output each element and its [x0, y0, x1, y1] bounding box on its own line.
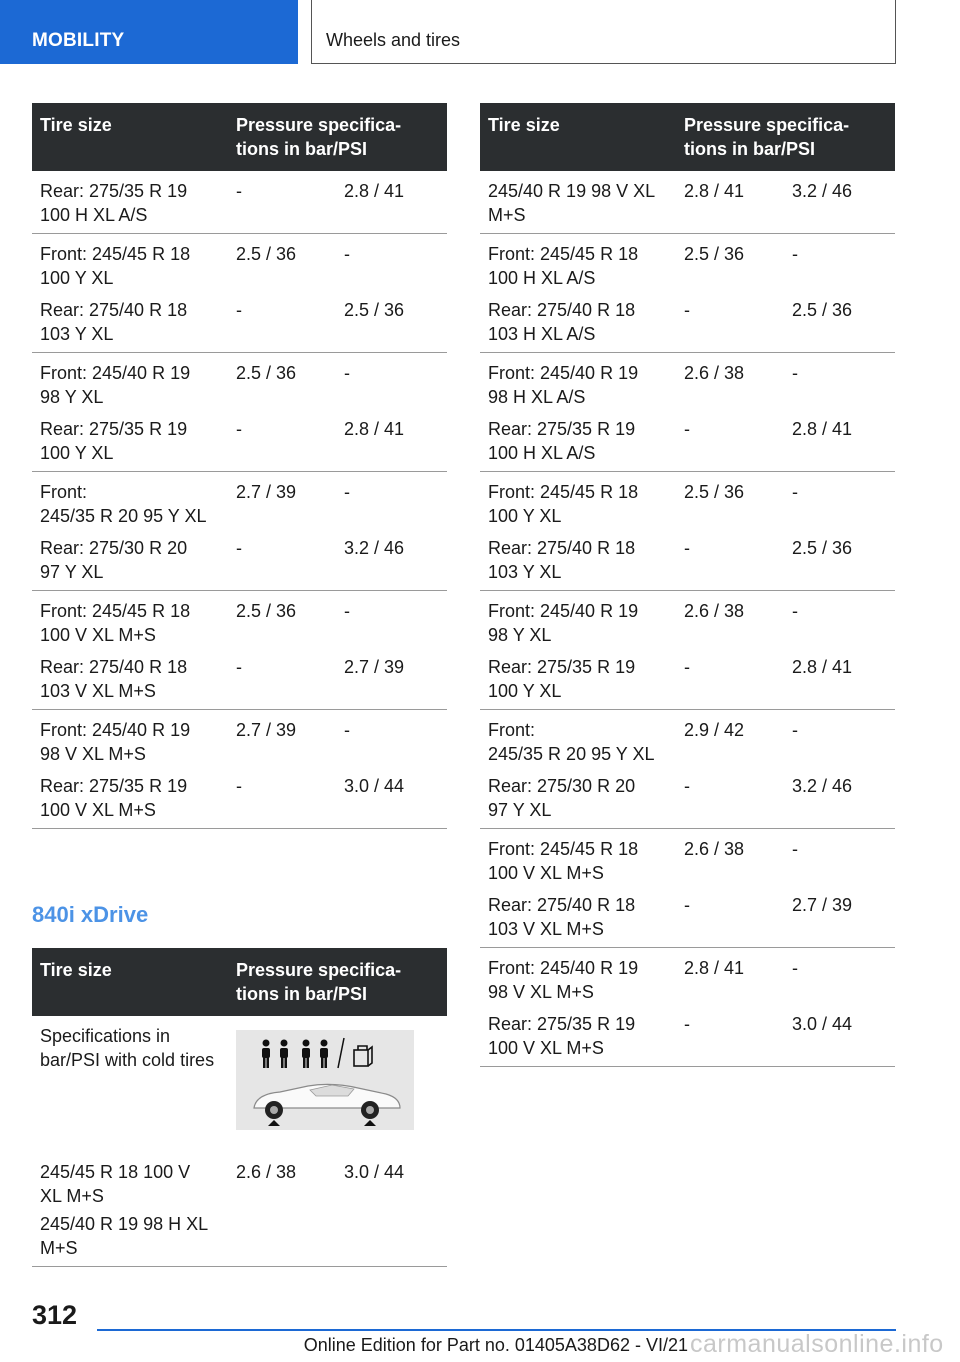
table-row [32, 472, 447, 535]
table-row [32, 1142, 447, 1267]
pressure-partial-load: 2.7 / 39 [236, 482, 297, 502]
person-icon [262, 1040, 270, 1069]
table-row [480, 534, 895, 591]
table-body [32, 171, 447, 829]
pressure-partial-load: - [676, 891, 784, 948]
table-row [480, 353, 895, 416]
table-row [32, 710, 447, 773]
edition-info: Online Edition for Part no. 01405A38D62 - VI/21 [303, 1335, 688, 1355]
pressure-full-load: - [344, 482, 350, 502]
pressure-partial-load: - [676, 415, 784, 472]
pressure-full-load: - [792, 720, 798, 740]
tire-size-cell: Rear: 275/35 R 19 100 Y XL [32, 415, 228, 472]
pressure-partial-load: 2.5 / 36 [236, 601, 297, 621]
table-row [32, 296, 447, 353]
table-header-row [32, 948, 447, 1016]
pressure-full-load: 2.5 / 36 [336, 296, 447, 353]
pressure-full-load: 2.8 / 41 [784, 415, 895, 472]
tire-size-a: 245/45 R 18 100 V XL M+S [40, 1162, 191, 1206]
tire-pressure-table-right [480, 103, 895, 1067]
pressure-full-load: - [344, 244, 350, 264]
section-title-840i: 840i xDrive [32, 902, 149, 927]
pressure-partial-load: 2.9 / 42 [684, 720, 745, 740]
pressure-partial-load: - [228, 171, 336, 234]
tire-size-cell: Rear: 275/35 R 19 100 Y XL [480, 653, 676, 710]
tire-size-cell [32, 1142, 228, 1267]
tire-size-cell: Front: 245/45 R 18 100 H XL A/S [488, 244, 639, 288]
tire-size-cell: Front: 245/40 R 19 98 Y XL [488, 601, 639, 645]
col-header-pressure: Pressure specifica- tions in bar/PSI [676, 103, 895, 171]
table-row [32, 772, 447, 829]
table-row [32, 234, 447, 297]
table-row [32, 653, 447, 710]
col-header-tire-size: Tire size [32, 103, 228, 171]
table-row [32, 415, 447, 472]
pressure-full-load: - [344, 720, 350, 740]
tire-size-cell: Front: 245/40 R 19 98 H XL A/S [488, 363, 639, 407]
table-row [480, 171, 895, 234]
tire-pressure-table-840i [32, 948, 447, 1267]
person-icon [320, 1040, 328, 1069]
table-row [480, 772, 895, 829]
pressure-partial-load: - [228, 772, 336, 829]
pressure-partial-load: 2.5 / 36 [684, 244, 745, 264]
pressure-full-load: - [792, 601, 798, 621]
table-row [32, 591, 447, 654]
tire-size-b: 245/40 R 19 98 H XL M+S [40, 1214, 209, 1258]
table-row [480, 296, 895, 353]
tire-size-cell: Front: 245/35 R 20 95 Y XL [488, 720, 655, 764]
tire-size-cell: Rear: 275/40 R 18 103 V XL M+S [32, 653, 228, 710]
pressure-full-load: 2.5 / 36 [784, 534, 895, 591]
table-row [480, 891, 895, 948]
col-header-tire-size: Tire size [480, 103, 676, 171]
section-tab: MOBILITY [0, 0, 298, 64]
tire-size-cell: Rear: 275/30 R 20 97 Y XL [480, 772, 676, 829]
pressure-partial-load: - [676, 534, 784, 591]
chapter-title: Wheels and tires [311, 0, 896, 64]
pressure-partial-load: - [676, 296, 784, 353]
occupants-icons [262, 1040, 328, 1069]
divider-slash [338, 1038, 344, 1068]
pressure-full-load: - [792, 244, 798, 264]
pressure-partial-load: 2.6 / 38 [684, 363, 745, 383]
tire-size-cell: Rear: 275/40 R 18 103 V XL M+S [480, 891, 676, 948]
page-number: 312 [32, 1300, 78, 1330]
tire-size-cell: Front: 245/35 R 20 95 Y XL [40, 482, 207, 526]
pressure-full-load: 2.8 / 41 [336, 415, 447, 472]
pressure-partial-load: - [228, 653, 336, 710]
pressure-full-load: 3.2 / 46 [784, 772, 895, 829]
table-row [480, 829, 895, 892]
pressure-full-load: - [792, 958, 798, 978]
tire-size-cell: Rear: 275/40 R 18 103 H XL A/S [480, 296, 676, 353]
tire-size-cell: Rear: 275/30 R 20 97 Y XL [32, 534, 228, 591]
tire-size-cell: Front: 245/45 R 18 100 V XL M+S [40, 601, 191, 645]
tire-size-cell: Front: 245/40 R 19 98 V XL M+S [40, 720, 191, 764]
luggage-icon [354, 1046, 372, 1066]
table-row [480, 710, 895, 773]
pressure-partial-load: - [228, 534, 336, 591]
pressure-partial-load: - [228, 296, 336, 353]
table-row [480, 415, 895, 472]
col-header-pressure: Pressure specifica- tions in bar/PSI [228, 103, 447, 171]
pressure-partial-load: 2.8 / 41 [676, 171, 784, 234]
tire-size-cell: Front: 245/45 R 18 100 Y XL [488, 482, 639, 526]
pressure-full-load: - [792, 839, 798, 859]
tire-size-cell: Front: 245/45 R 18 100 V XL M+S [488, 839, 639, 883]
pressure-partial-load: 2.6 / 38 [228, 1142, 336, 1267]
tire-size-cell: Rear: 275/40 R 18 103 Y XL [480, 534, 676, 591]
car-side-icon [254, 1084, 400, 1126]
pressure-full-load: 2.7 / 39 [784, 891, 895, 948]
pressure-partial-load: 2.8 / 41 [684, 958, 745, 978]
pressure-full-load: 3.0 / 44 [784, 1010, 895, 1067]
pressure-partial-load: 2.5 / 36 [236, 244, 297, 264]
tire-size-cell: 245/40 R 19 98 V XL M+S [480, 171, 676, 234]
pressure-full-load: 3.2 / 46 [784, 171, 895, 234]
table-row [480, 591, 895, 654]
table-row [480, 653, 895, 710]
pressure-full-load: 3.0 / 44 [336, 772, 447, 829]
tire-size-cell: Rear: 275/35 R 19 100 H XL A/S [32, 171, 228, 234]
pressure-full-load: - [344, 601, 350, 621]
load-diagram [236, 1030, 414, 1130]
pressure-partial-load: 2.5 / 36 [684, 482, 745, 502]
load-diagram-cell [228, 1016, 447, 1142]
table-row [32, 171, 447, 234]
table-header-row [32, 103, 447, 171]
pressure-partial-load: - [676, 653, 784, 710]
tire-size-cell: Rear: 275/35 R 19 100 V XL M+S [32, 772, 228, 829]
pressure-full-load: 3.0 / 44 [336, 1142, 447, 1267]
tire-size-cell: Rear: 275/35 R 19 100 H XL A/S [480, 415, 676, 472]
watermark: carmanualsonline.info [690, 1330, 944, 1358]
table-row [480, 234, 895, 297]
table-header-row [480, 103, 895, 171]
pressure-partial-load: - [228, 415, 336, 472]
pressure-partial-load: - [676, 1010, 784, 1067]
table-body [480, 171, 895, 1067]
pressure-full-load: - [792, 482, 798, 502]
person-icon [302, 1040, 310, 1069]
pressure-full-load: 2.8 / 41 [336, 171, 447, 234]
col-header-tire-size: Tire size [32, 948, 228, 1016]
tire-size-cell: Front: 245/40 R 19 98 V XL M+S [488, 958, 639, 1002]
pressure-full-load: - [792, 363, 798, 383]
pressure-partial-load: 2.5 / 36 [236, 363, 297, 383]
pressure-full-load: 2.7 / 39 [336, 653, 447, 710]
tire-size-cell: Front: 245/45 R 18 100 Y XL [40, 244, 191, 288]
table-row [32, 534, 447, 591]
table-row [480, 472, 895, 535]
pressure-partial-load: 2.6 / 38 [684, 839, 745, 859]
table-row [480, 948, 895, 1011]
tire-size-cell: Rear: 275/35 R 19 100 V XL M+S [480, 1010, 676, 1067]
spec-label: Specifications in bar/PSI with cold tires [40, 1026, 215, 1070]
pressure-partial-load: 2.7 / 39 [236, 720, 297, 740]
pressure-full-load: 2.8 / 41 [784, 653, 895, 710]
table-row [480, 1010, 895, 1067]
person-icon [280, 1040, 288, 1069]
pressure-full-load: - [344, 363, 350, 383]
load-diagram-svg [236, 1030, 414, 1130]
tire-size-cell: Front: 245/40 R 19 98 Y XL [40, 363, 191, 407]
tire-size-cell: Rear: 275/40 R 18 103 Y XL [32, 296, 228, 353]
pressure-full-load: 2.5 / 36 [784, 296, 895, 353]
table-row [32, 353, 447, 416]
tire-pressure-table-left [32, 103, 447, 829]
pressure-full-load: 3.2 / 46 [336, 534, 447, 591]
pressure-partial-load: - [676, 772, 784, 829]
table-row [32, 1016, 447, 1142]
pressure-partial-load: 2.6 / 38 [684, 601, 745, 621]
col-header-pressure: Pressure specifica- tions in bar/PSI [228, 948, 447, 1016]
